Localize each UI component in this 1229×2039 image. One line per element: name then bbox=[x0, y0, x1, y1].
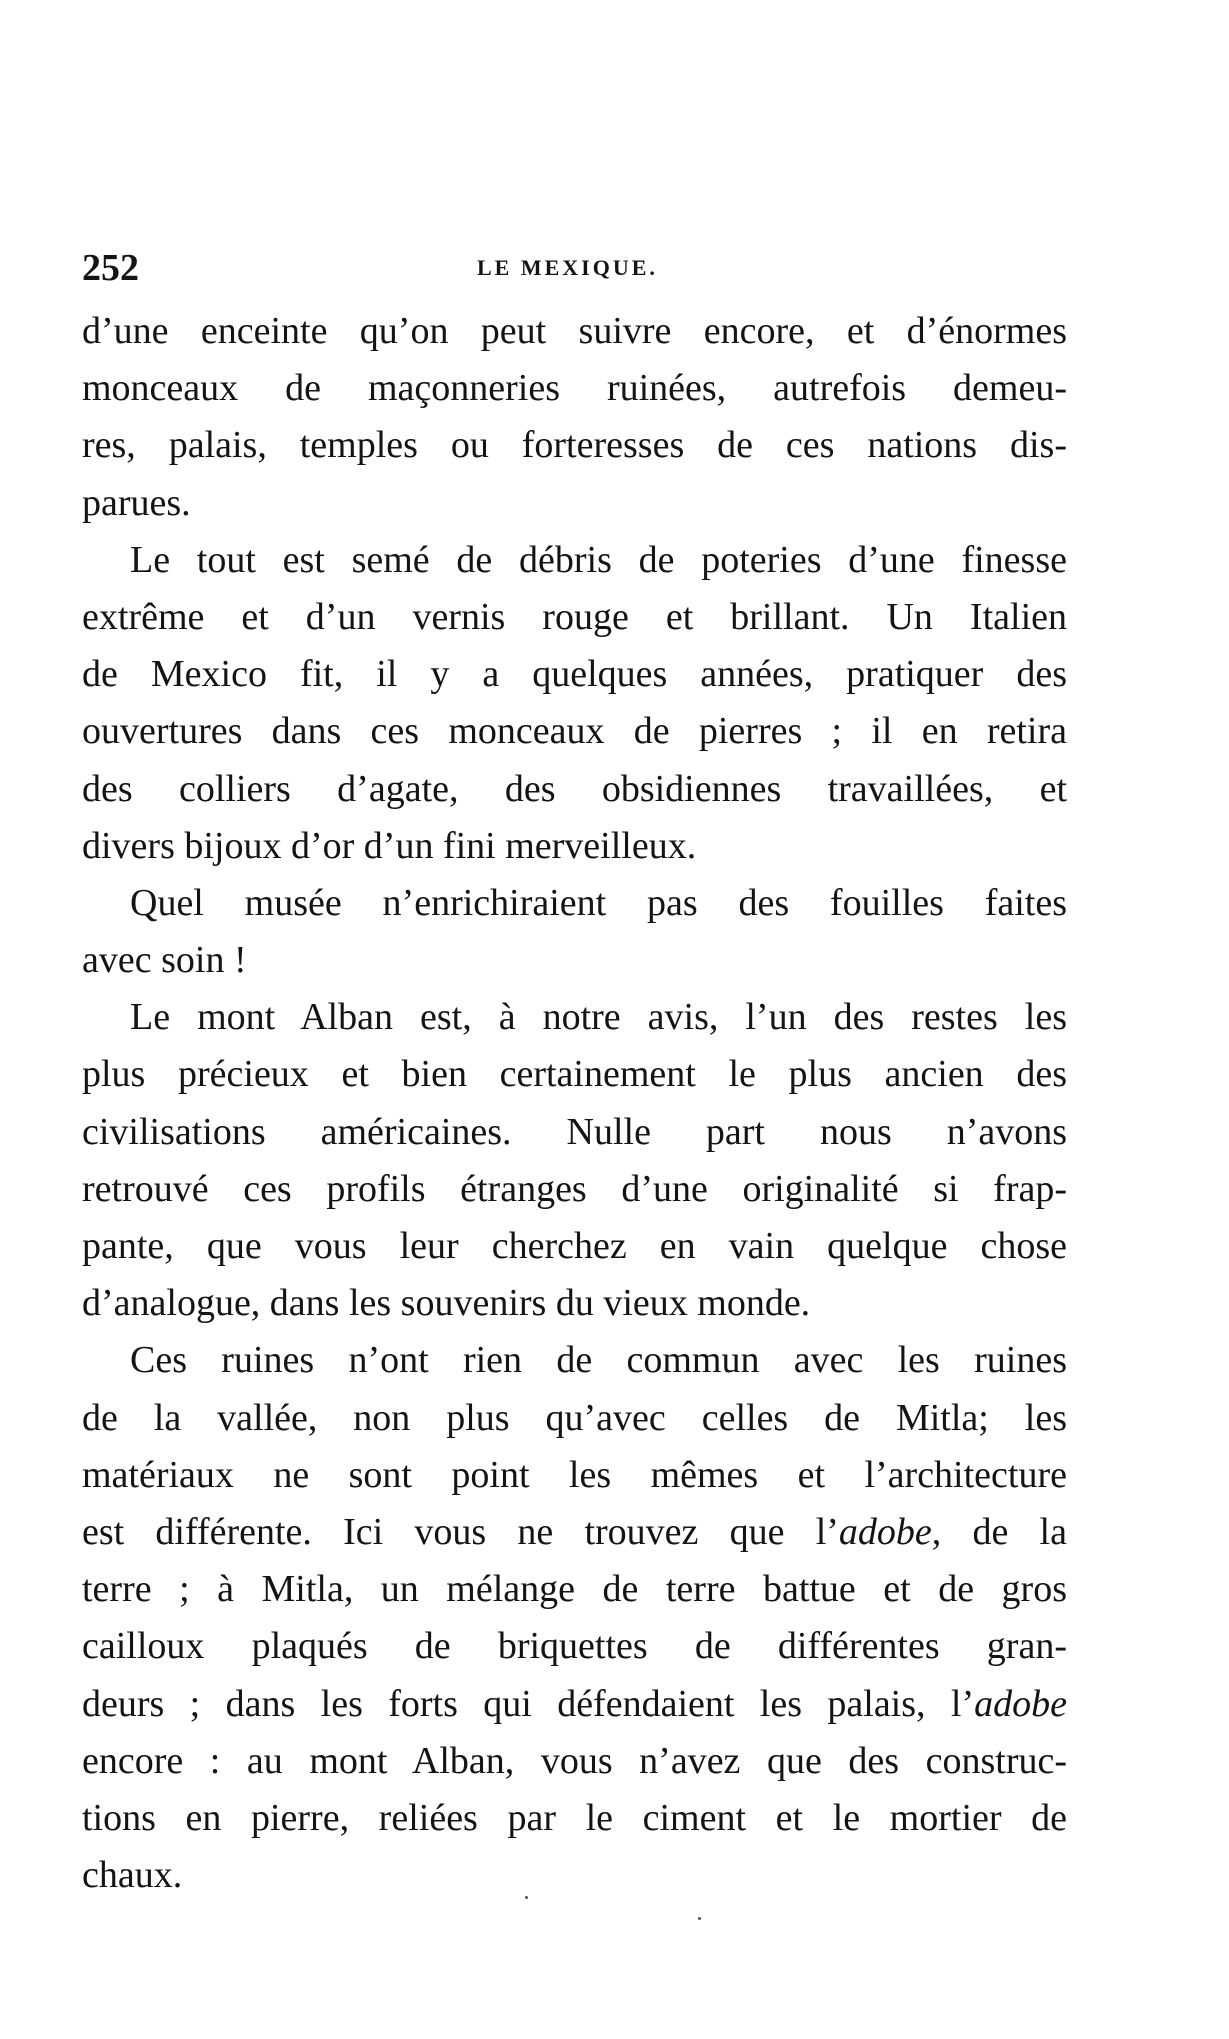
text-line: de Mexico fit, il y a quelques années, pratiquer des bbox=[82, 653, 1067, 696]
text-fragment: est différente. Ici vous ne trouvez que l’ bbox=[82, 1510, 839, 1553]
running-title: LE MEXIQUE. bbox=[477, 255, 658, 280]
text-line: civilisations américaines. Nulle part nous n’avons bbox=[82, 1110, 1067, 1153]
text-line: avec soin ! bbox=[82, 939, 247, 982]
text-line: des colliers d’agate, des obsidiennes travaillées, et bbox=[82, 767, 1067, 810]
text-line: retrouvé ces profils étranges d’une originalité si frap- bbox=[82, 1167, 1067, 1210]
text-line: d’analogue, dans les souvenirs du vieux monde. bbox=[82, 1282, 811, 1325]
text-line: d’une enceinte qu’on peut suivre encore, et d’énormes bbox=[82, 310, 1067, 352]
text-line: tions en pierre, reliées par le ciment et le mortier de bbox=[82, 1796, 1067, 1839]
italic-term: adobe bbox=[838, 1510, 932, 1553]
text-line: monceaux de maçonneries ruinées, autrefois demeu- bbox=[82, 367, 1067, 410]
italic-term: adobe bbox=[974, 1682, 1067, 1725]
text-line: matériaux ne sont point les mêmes et l’architecture bbox=[82, 1453, 1067, 1496]
text-line: extrême et d’un vernis rouge et brillant. Un Italien bbox=[82, 595, 1067, 638]
text-fragment: , de la bbox=[931, 1510, 1067, 1553]
text-line: divers bijoux d’or d’un fini merveilleux. bbox=[82, 824, 697, 867]
text-line: ouvertures dans ces monceaux de pierres ; il en retira bbox=[82, 710, 1067, 753]
text-line: Ces ruines n’ont rien de commun avec les ruines bbox=[130, 1339, 1067, 1382]
page-number: 252 bbox=[82, 247, 139, 289]
text-line: cailloux plaqués de briquettes de différentes gran- bbox=[82, 1625, 1067, 1668]
print-speck bbox=[698, 1917, 701, 1920]
text-line: Le mont Alban est, à notre avis, l’un des restes les bbox=[130, 996, 1067, 1039]
text-line: terre ; à Mitla, un mélange de terre battue et de gros bbox=[82, 1568, 1067, 1611]
text-line: res, palais, temples ou forteresses de ces nations dis- bbox=[82, 424, 1067, 467]
text-line: de la vallée, non plus qu’avec celles de Mitla; les bbox=[82, 1396, 1067, 1439]
running-head bbox=[82, 246, 1067, 290]
body-text bbox=[82, 303, 1067, 1904]
text-line: pante, que vous leur cherchez en vain quelque chose bbox=[82, 1225, 1067, 1267]
text-line: plus précieux et bien certainement le plus ancien des bbox=[82, 1053, 1067, 1096]
text-line: chaux. bbox=[82, 1854, 183, 1897]
print-speck bbox=[525, 1896, 528, 1899]
text-line bbox=[82, 1676, 1067, 1733]
text-line: encore : au mont Alban, vous n’avez que des construc- bbox=[82, 1739, 1067, 1782]
text-fragment: deurs ; dans les forts qui défendaient les palais, l’ bbox=[82, 1682, 975, 1725]
text-line: Quel musée n’enrichiraient pas des fouilles faites bbox=[130, 881, 1067, 924]
text-line: Le tout est semé de débris de poteries d’une finesse bbox=[130, 538, 1067, 581]
text-line: parues. bbox=[82, 481, 191, 524]
text-line bbox=[82, 1504, 1067, 1561]
